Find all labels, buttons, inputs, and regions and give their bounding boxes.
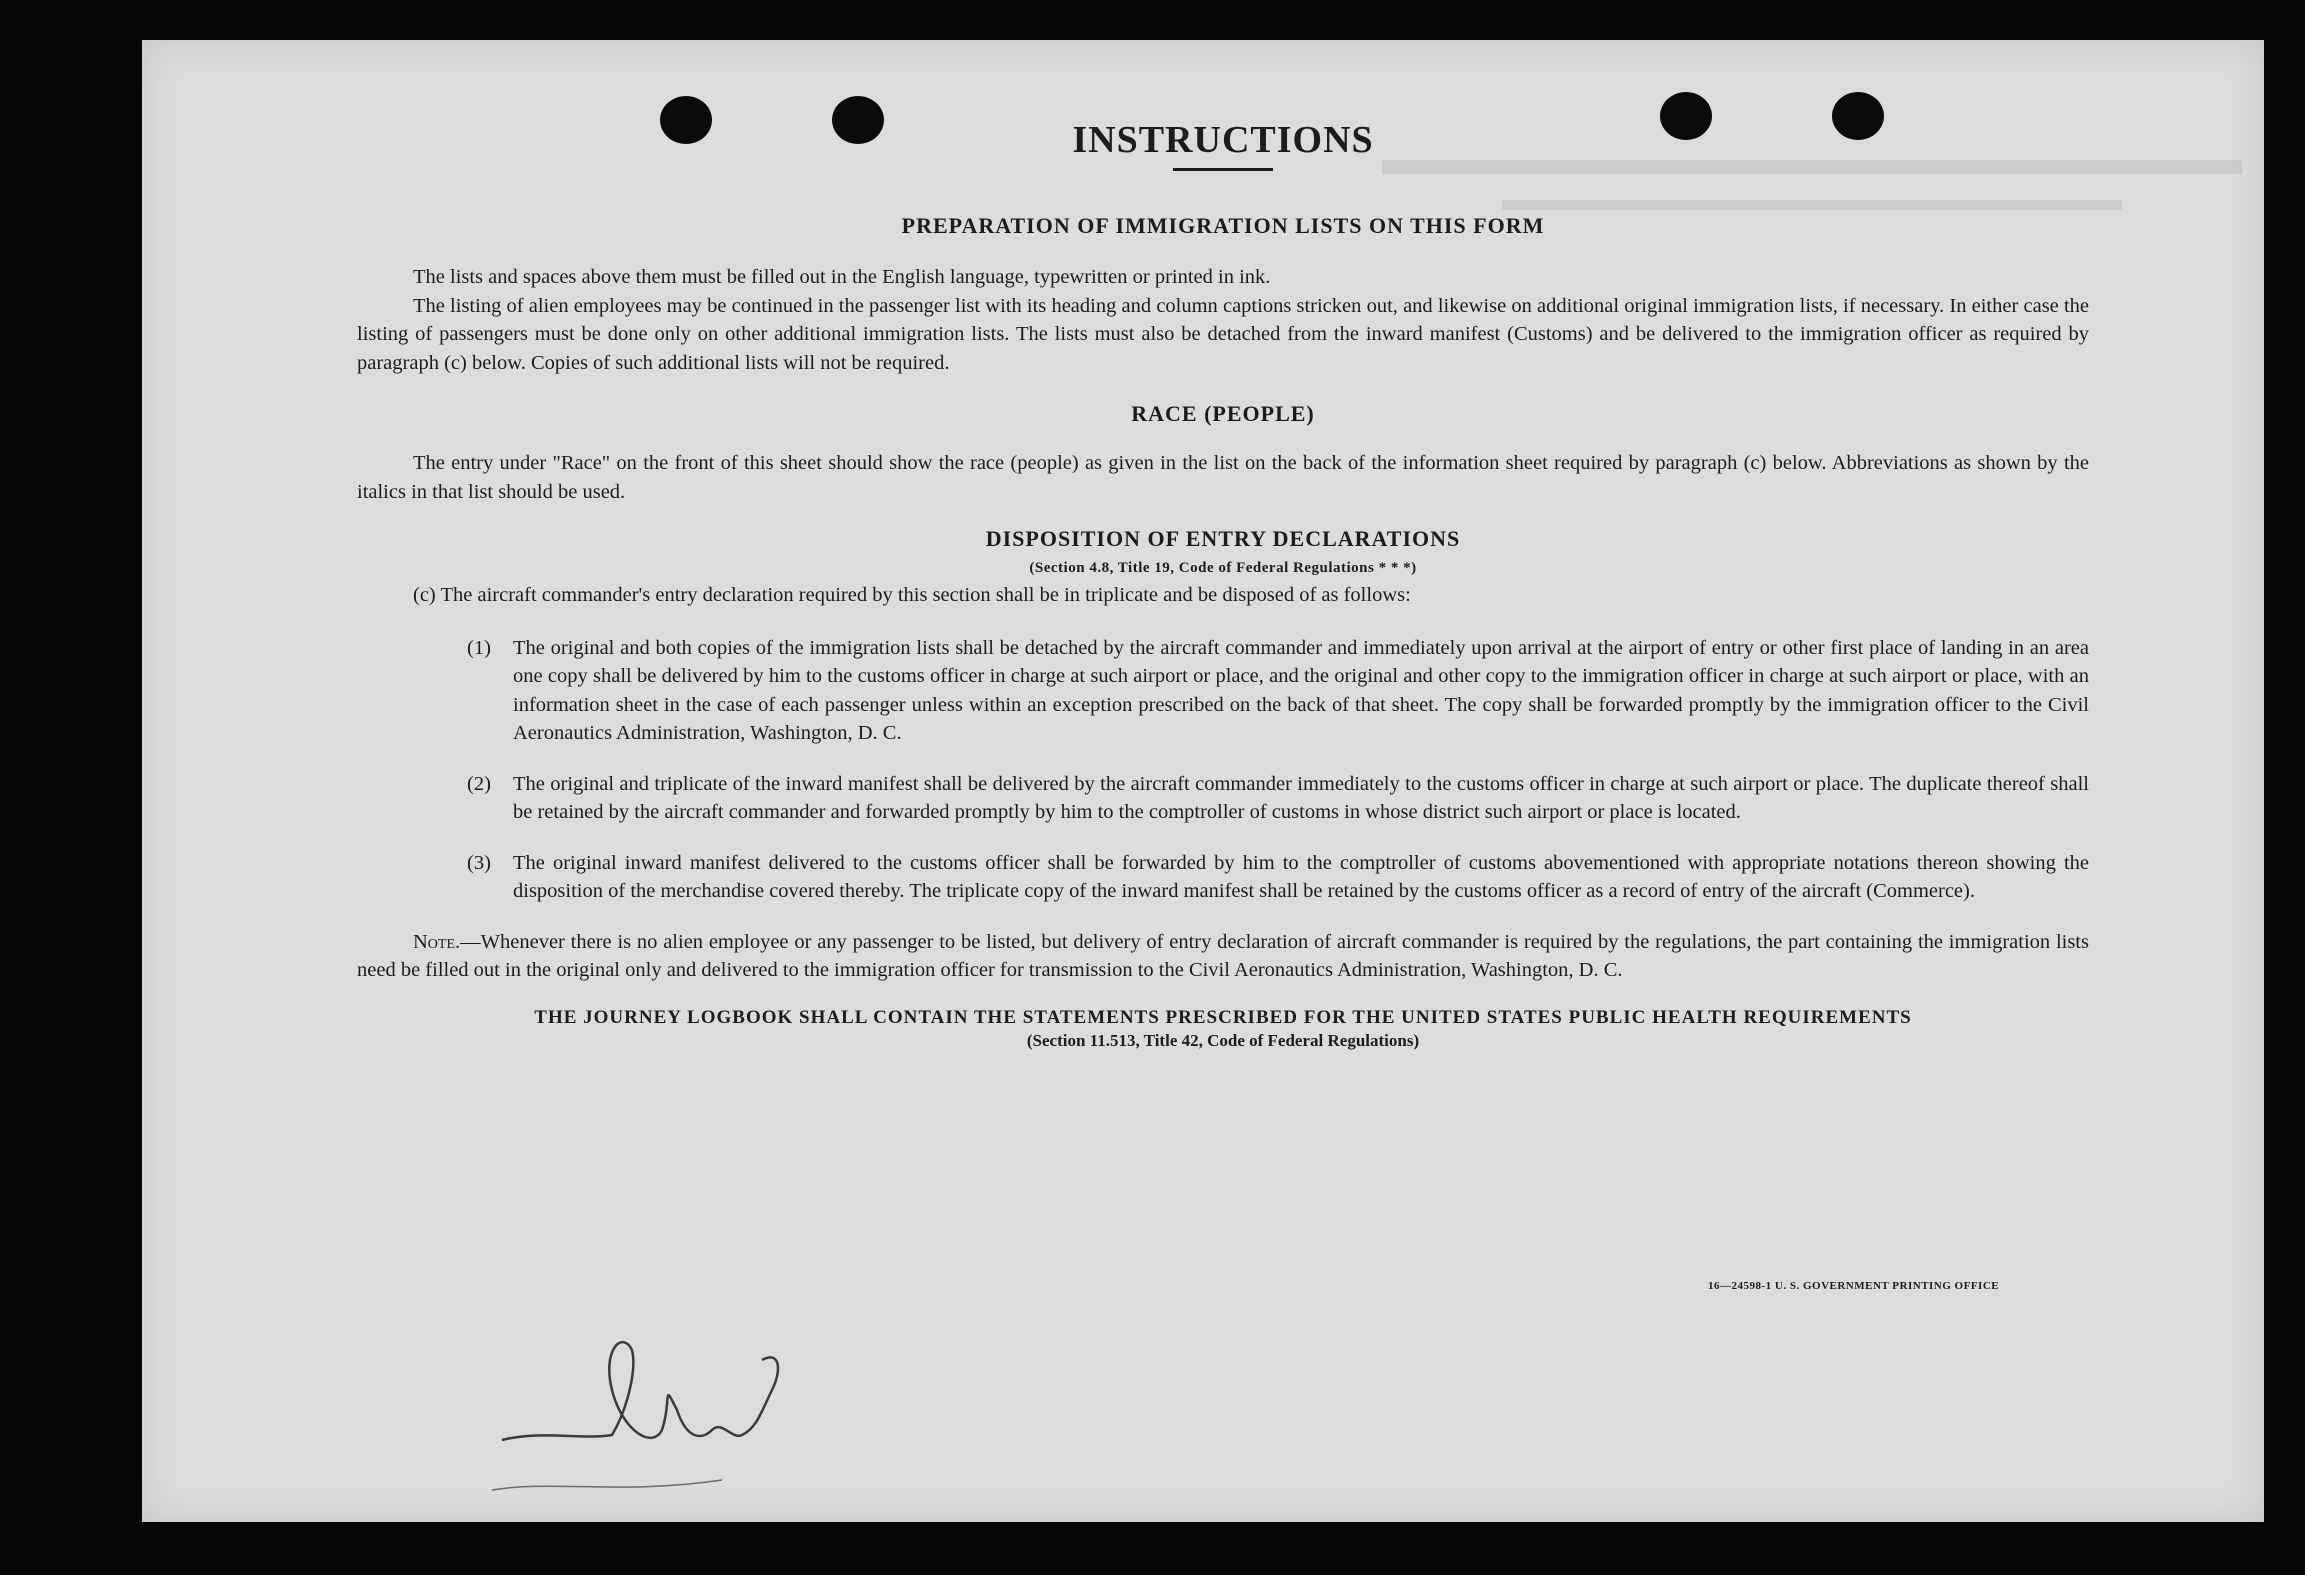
- list-item: [467, 634, 2089, 748]
- handwritten-signature: [462, 1290, 862, 1530]
- disposition-intro: (c) The aircraft commander's entry declaration required by this section shall be in triplicate and be disposed of as follows:: [413, 584, 1411, 606]
- logbook-citation: (Section 11.513, Title 42, Code of Federal Regulations): [1026, 1030, 1420, 1050]
- page-title: INSTRUCTIONS: [1072, 119, 1374, 161]
- list-item-text: The original and both copies of the immigration lists shall be detached by the aircraft commander and immediately upon arrival at the airport of entry or other first place of landing in an area one copy shall be delivered by him to the customs officer in charge at such airport or place, and the original and other copy to the immigration officer in charge at such airport or place, with an information sheet in the case of each passenger unless within an exception prescribed on the back of that sheet. The copy shall be forwarded promptly by the immigration officer to the Civil Aeronautics Administration, Washington, D. C.: [513, 636, 2089, 744]
- note-text: —Whenever there is no alien employee or any passenger to be listed, but delivery of entry declaration of aircraft commander is required by the regulations, the part containing the immigration lists need be filled out in the original only and delivered to the immigration officer for transmission to the Civil Aeronautics Administration, Washington, D. C.: [357, 930, 2089, 981]
- note-label: Note.: [413, 930, 461, 953]
- list-item: [467, 849, 2089, 906]
- disposition-heading: DISPOSITION OF ENTRY DECLARATIONS: [985, 526, 1461, 551]
- immigration-paragraph-1: The lists and spaces above them must be filled out in the English language, typewritten or printed in ink.: [413, 266, 1271, 288]
- list-item: [467, 770, 2089, 827]
- immigration-paragraph-2: The listing of alien employees may be continued in the passenger list with its heading and column captions stricken out, and likewise on additional original immigration lists, if necessary. In either case the listing of passengers must be done only on other additional immigration lists. The lists must also be detached from the inward manifest (Customs) and be delivered to the immigration officer as required by paragraph (c) below. Copies of such additional lists will not be required.: [357, 294, 2089, 374]
- printer-imprint: 16—24598-1 U. S. GOVERNMENT PRINTING OFFICE: [1708, 1280, 2000, 1292]
- list-item-number: (3): [467, 851, 491, 874]
- disposition-citation: (Section 4.8, Title 19, Code of Federal Regulations * * *): [1029, 560, 1417, 576]
- list-item-text: The original inward manifest delivered to the customs officer shall be forwarded by him to the comptroller of customs abovementioned with appropriate notations thereon showing the disposition of the merchandise covered thereby. The triplicate copy of the inward manifest shall be retained by the customs officer as a record of entry of the aircraft (Commerce).: [513, 851, 2089, 902]
- document-sheet: [142, 40, 2264, 1522]
- immigration-heading: PREPARATION OF IMMIGRATION LISTS ON THIS FORM: [901, 213, 1545, 238]
- list-item-text: The original and triplicate of the inward manifest shall be delivered by the aircraft commander immediately to the customs officer in charge at such airport or place. The duplicate thereof shall be retained by the aircraft commander and forwarded promptly by him to the comptroller of customs in whose district such airport or place is located.: [513, 772, 2089, 823]
- list-item-number: (1): [467, 636, 491, 659]
- note-paragraph: [357, 928, 2089, 985]
- list-item-number: (2): [467, 772, 491, 795]
- race-paragraph: The entry under "Race" on the front of this sheet should show the race (people) as given in the list on the back of the information sheet required by paragraph (c) below. Abbreviations as shown by the italics in that list should be used.: [357, 452, 2089, 503]
- race-heading: RACE (PEOPLE): [1131, 401, 1315, 426]
- title-underline: [1173, 168, 1273, 171]
- instructions-body: [357, 118, 2089, 1051]
- logbook-statement: THE JOURNEY LOGBOOK SHALL CONTAIN THE STATEMENTS PRESCRIBED FOR THE UNITED STATES PUBLIC HEALTH REQUIREMENTS: [534, 1006, 1912, 1028]
